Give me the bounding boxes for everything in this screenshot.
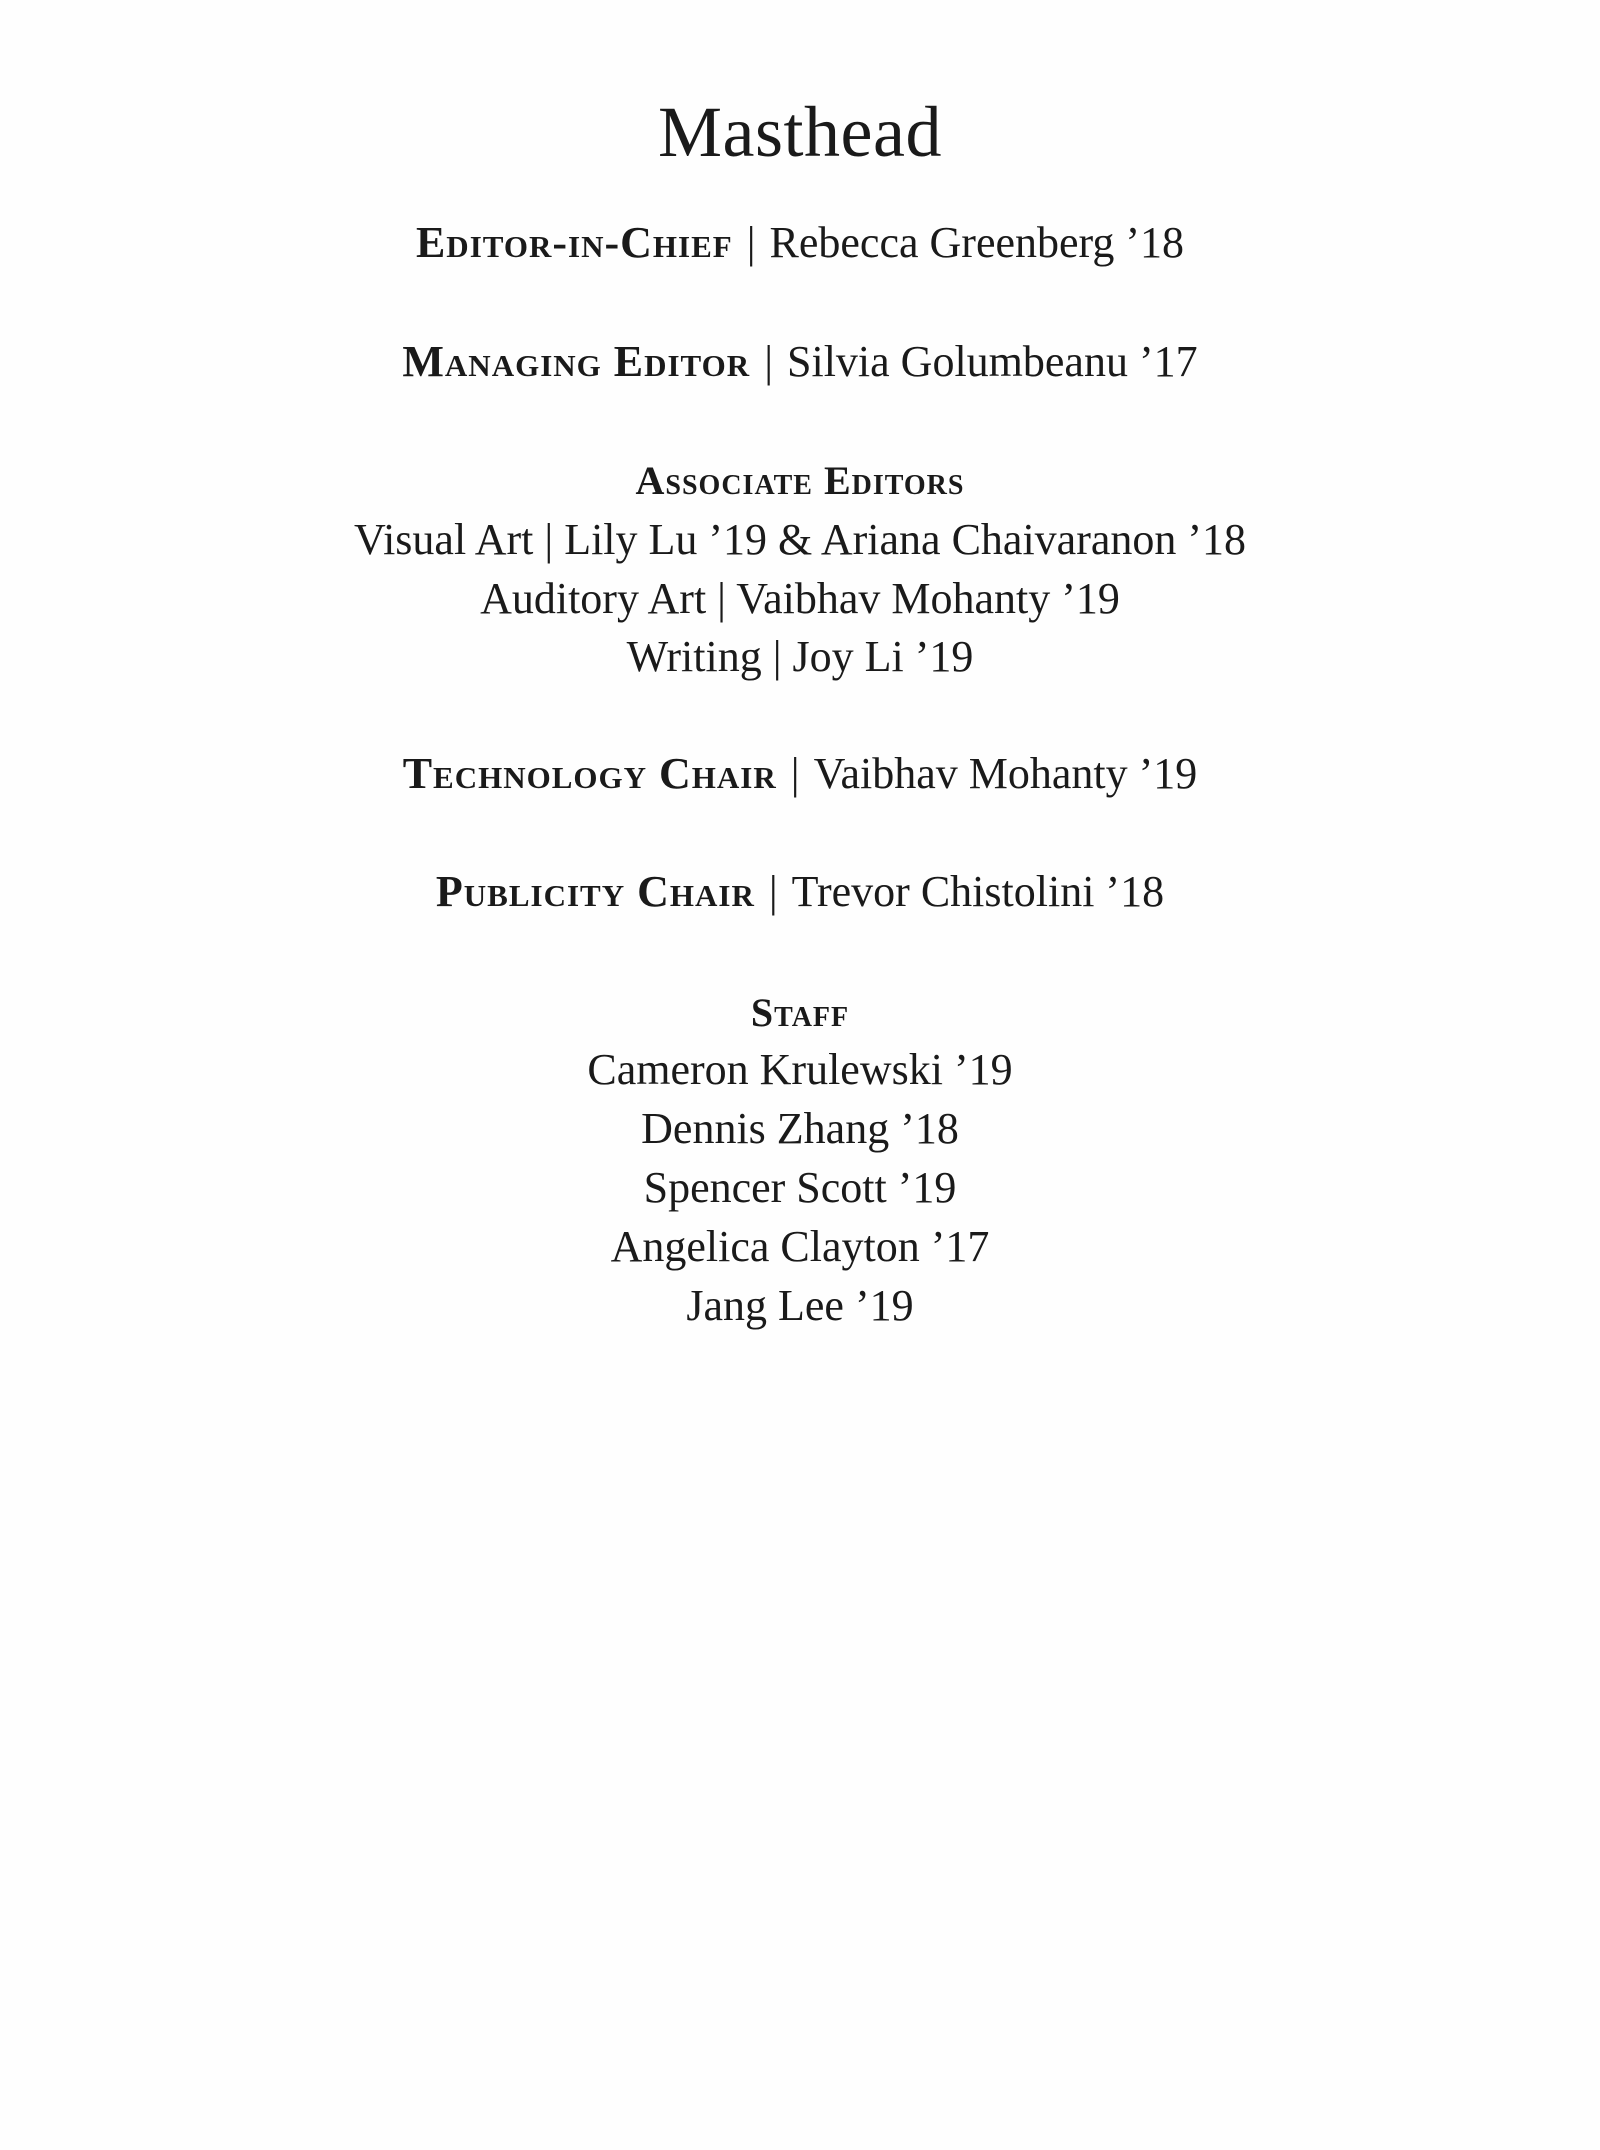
staff-member: Dennis Zhang ’18 — [641, 1104, 959, 1153]
publicity-chair-role: Publicity Chair — [435, 867, 755, 916]
page-title: Masthead — [658, 92, 942, 172]
separator: | — [764, 337, 773, 386]
separator: | — [790, 749, 800, 798]
publicity-chair-line — [0, 864, 1600, 920]
staff-member: Cameron Krulewski ’19 — [587, 1045, 1013, 1094]
editor-in-chief-name: Rebecca Greenberg ’18 — [769, 218, 1185, 267]
managing-editor-line — [0, 334, 1600, 390]
technology-chair-line — [0, 746, 1600, 802]
associate-editors-heading: Associate Editors — [635, 458, 965, 503]
managing-editor-role: Managing Editor — [402, 337, 751, 386]
staff-member: Spencer Scott ’19 — [643, 1163, 957, 1212]
separator: | — [746, 218, 756, 267]
staff-heading: Staff — [750, 990, 850, 1035]
publicity-chair-name: Trevor Chistolini ’18 — [791, 867, 1165, 916]
technology-chair-name: Vaibhav Mohanty ’19 — [813, 749, 1198, 798]
technology-chair-role: Technology Chair — [402, 749, 777, 798]
staff-member: Jang Lee ’19 — [686, 1281, 914, 1330]
associate-editor-entry: Auditory Art | Vaibhav Mohanty ’19 — [480, 574, 1120, 623]
staff-member: Angelica Clayton ’17 — [610, 1222, 990, 1271]
editor-in-chief-line — [0, 215, 1600, 271]
separator: | — [768, 867, 778, 916]
associate-editor-entry: Visual Art | Lily Lu ’19 & Ariana Chaivaranon ’18 — [353, 515, 1247, 564]
editor-in-chief-role: Editor-in-Chief — [415, 218, 733, 267]
managing-editor-name: Silvia Golumbeanu ’17 — [787, 337, 1198, 386]
associate-editor-entry: Writing | Joy Li ’19 — [626, 632, 974, 681]
